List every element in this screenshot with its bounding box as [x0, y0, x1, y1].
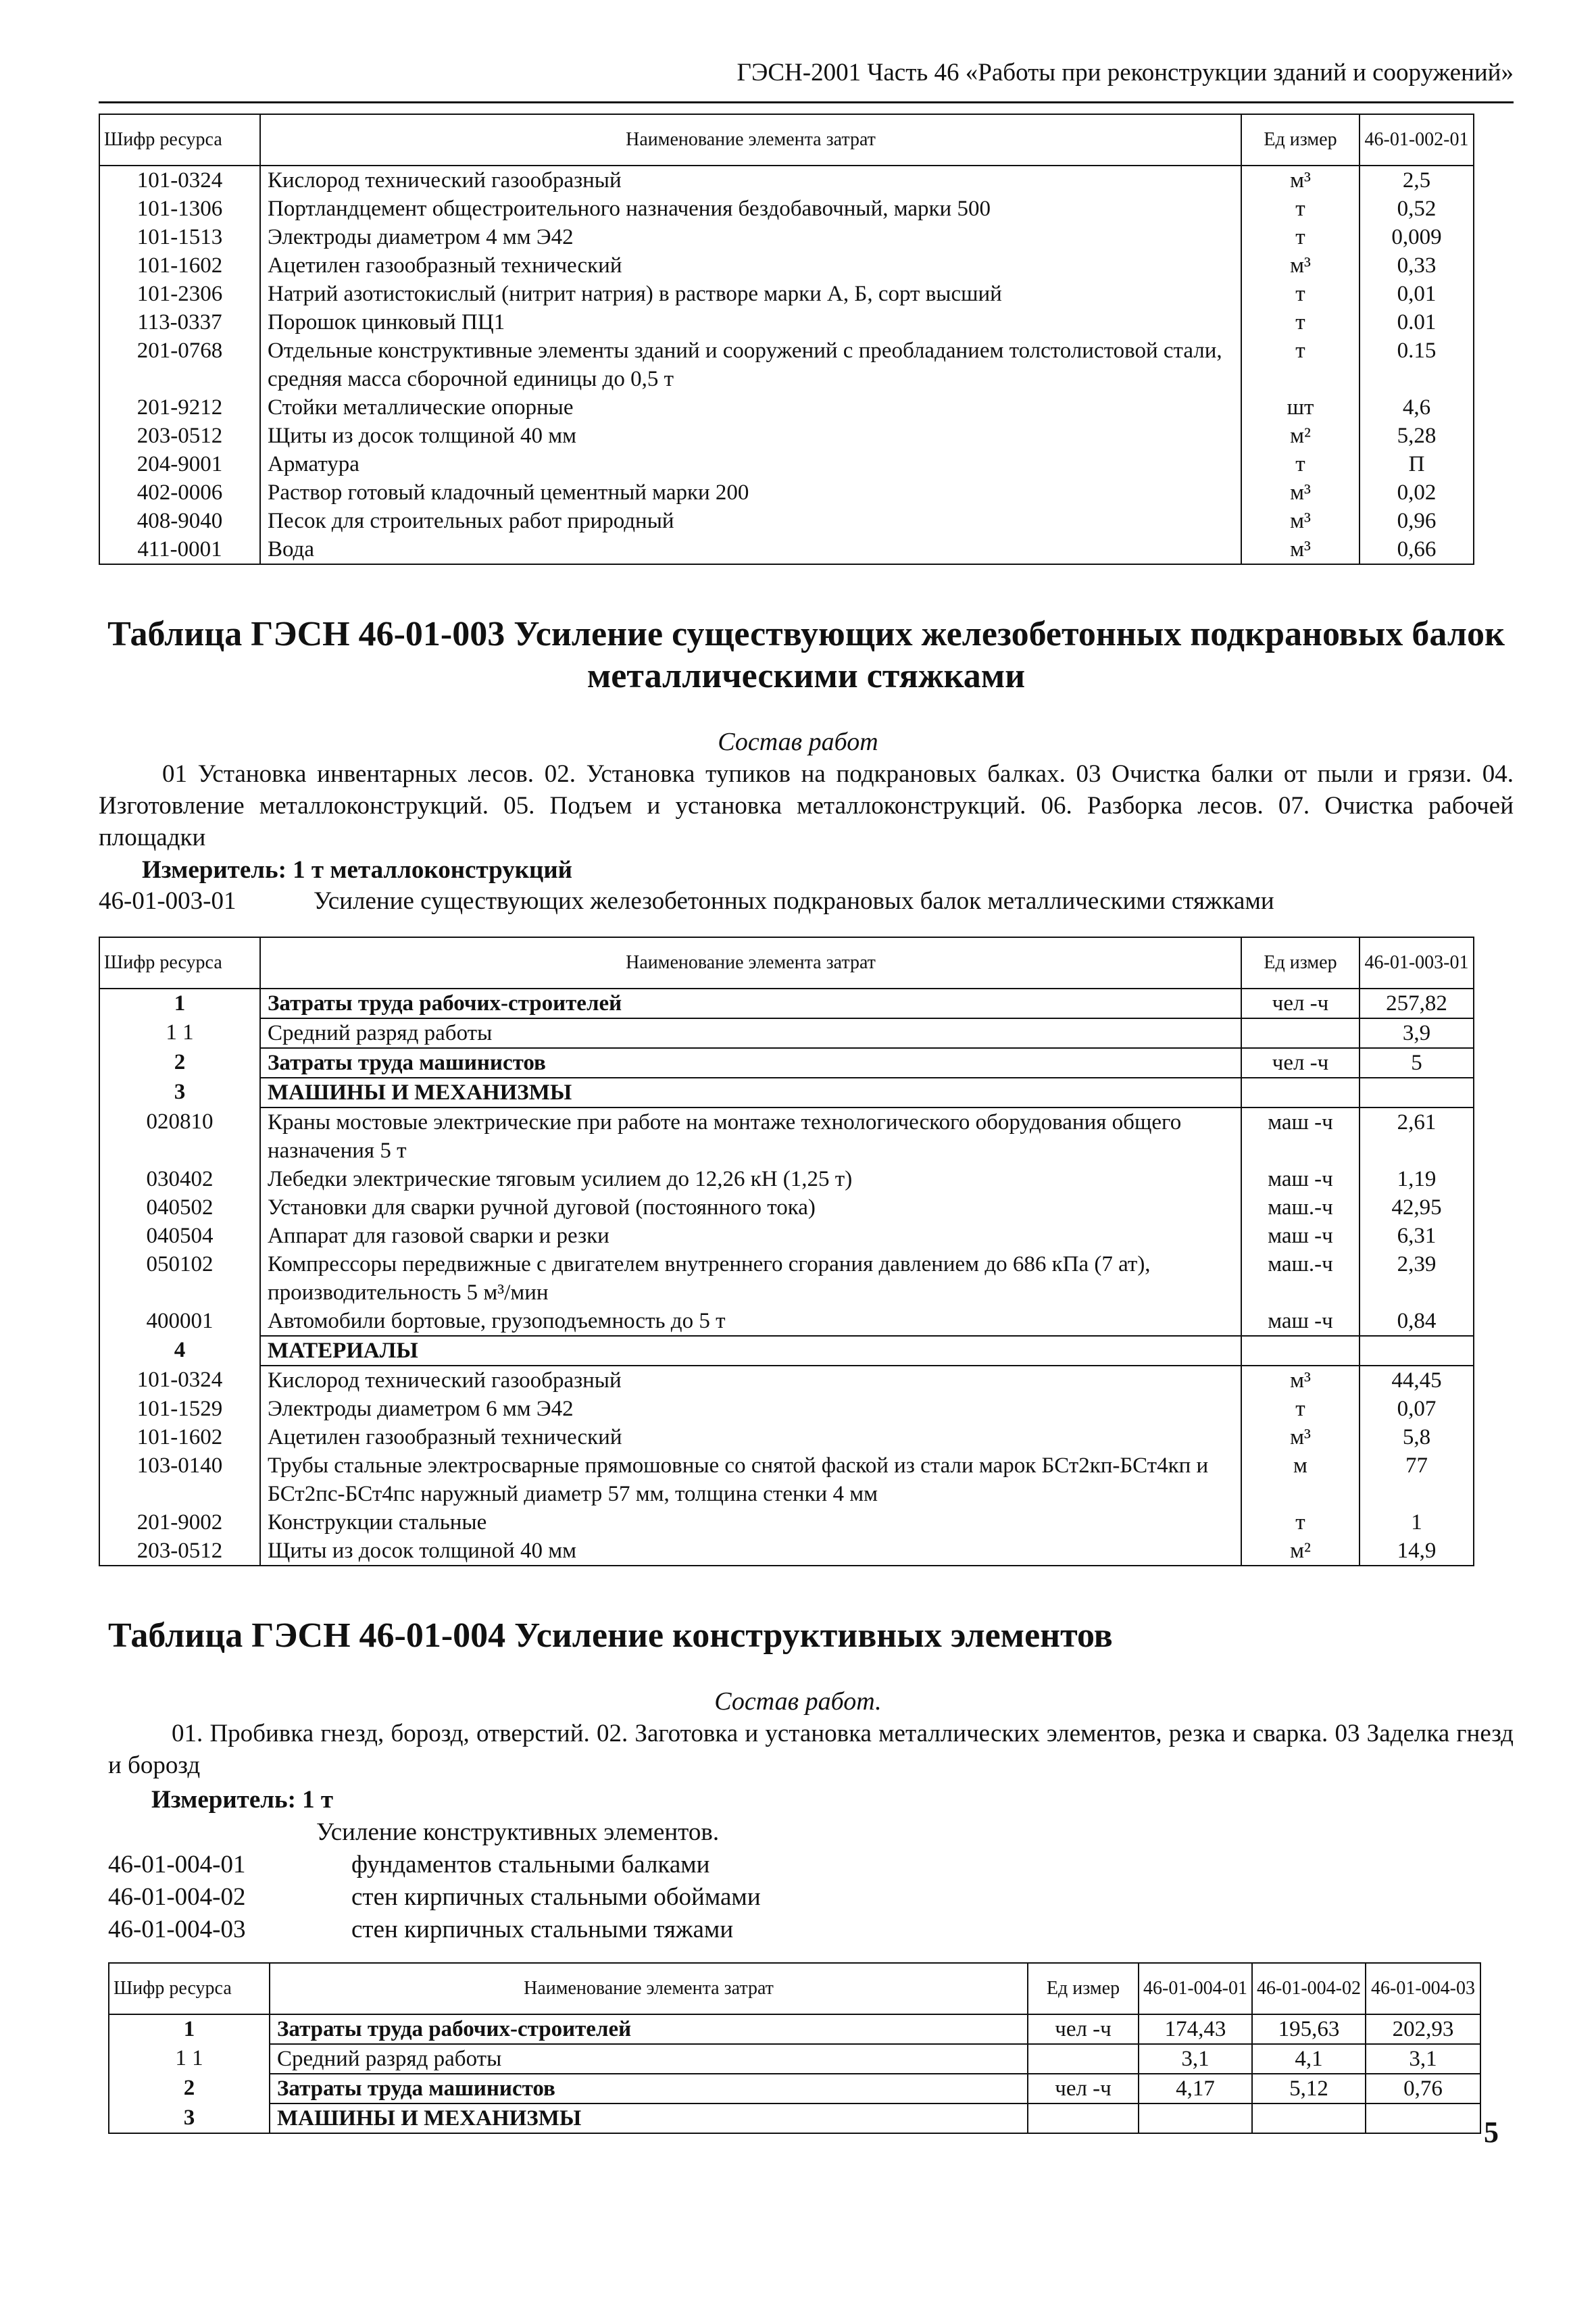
unit: чел -ч — [1241, 1048, 1360, 1078]
unit: маш -ч — [1241, 1307, 1360, 1336]
unit — [1028, 2044, 1139, 2074]
norm-value: 5,8 — [1360, 1423, 1474, 1451]
table-row — [99, 478, 1474, 507]
table-row — [99, 507, 1474, 535]
resource-name: Раствор готовый кладочный цементный марки 200 — [260, 478, 1241, 507]
table-row — [99, 1107, 1474, 1165]
resource-name: Автомобили бортовые, грузоподъемность до 5 т — [260, 1307, 1241, 1336]
norm-value: 2,5 — [1360, 166, 1474, 195]
resource-name: МАТЕРИАЛЫ — [260, 1336, 1241, 1366]
col-header-name: Наименование элемента затрат — [270, 1963, 1028, 2014]
resource-name: Кислород технический газообразный — [260, 166, 1241, 195]
resource-name: Затраты труда машинистов — [270, 2074, 1028, 2104]
resource-code: 201-9212 — [99, 393, 260, 422]
unit — [1241, 1336, 1360, 1366]
norm-value: 0,52 — [1360, 195, 1474, 223]
unit: м³ — [1241, 166, 1360, 195]
norm-value: 257,82 — [1360, 989, 1474, 1018]
unit: маш -ч — [1241, 1222, 1360, 1250]
table-title-line2: металлическими стяжками — [587, 657, 1026, 695]
resource-code: 2 — [99, 1048, 260, 1078]
resource-name: Краны мостовые электрические при работе на монтаже технологического оборудования общего назначения 5 т — [260, 1107, 1241, 1165]
norm-value: 5 — [1360, 1048, 1474, 1078]
resource-code: 3 — [109, 2104, 270, 2133]
table-row — [99, 450, 1474, 478]
norm-value: 0,33 — [1360, 251, 1474, 280]
resource-code: 204-9001 — [99, 450, 260, 478]
norm-value: 0,02 — [1360, 478, 1474, 507]
norm-value: 0,96 — [1360, 507, 1474, 535]
resource-code: 101-0324 — [99, 166, 260, 195]
resource-name: Портландцемент общестроительного назначения бездобавочный, марки 500 — [260, 195, 1241, 223]
unit: чел -ч — [1241, 989, 1360, 1018]
resource-name: Затраты труда рабочих-строителей — [260, 989, 1241, 1018]
resource-code: 040502 — [99, 1193, 260, 1222]
resource-code: 113-0337 — [99, 308, 260, 337]
resource-name: Трубы стальные электросварные прямошовные со снятой фаской из стали марок БСт2кп-БСт4кп и БСт2пс-БСт4пс наружный диаметр 57 мм, толщина стенки 4 мм — [260, 1451, 1241, 1508]
norm-code: 46-01-003-01 — [99, 887, 236, 915]
resource-name: Стойки металлические опорные — [260, 393, 1241, 422]
table-row — [99, 1508, 1474, 1537]
norm-value-3 — [1366, 2104, 1480, 2133]
izmeritel — [142, 854, 572, 886]
col-header-code: 46-01-002-01 — [1360, 114, 1474, 166]
running-header: ГЭСН-2001 Часть 46 «Работы при реконструкции зданий и сооружений» — [737, 59, 1514, 86]
norm-value: 14,9 — [1360, 1537, 1474, 1566]
table-title-line1: Таблица ГЭСН 46-01-003 Усиление существующих железобетонных подкрановых балок — [107, 615, 1505, 653]
resource-code: 408-9040 — [99, 507, 260, 535]
unit: чел -ч — [1028, 2014, 1139, 2044]
resource-name: Арматура — [260, 450, 1241, 478]
resource-code: 3 — [99, 1078, 260, 1107]
unit: м² — [1241, 422, 1360, 450]
col-header-code-1: 46-01-004-01 — [1139, 1963, 1252, 2014]
unit: т — [1241, 308, 1360, 337]
resource-name: Песок для строительных работ природный — [260, 507, 1241, 535]
resource-name: Затраты труда машинистов — [260, 1048, 1241, 1078]
unit: маш -ч — [1241, 1107, 1360, 1165]
resource-name: МАШИНЫ И МЕХАНИЗМЫ — [260, 1078, 1241, 1107]
resource-name: Отдельные конструктивные элементы зданий и сооружений с преобладанием толстолистовой стали, средняя масса сборочной единицы до 0,5 т — [260, 337, 1241, 393]
sostav-heading: Состав работ — [718, 728, 878, 756]
table-row — [99, 1336, 1474, 1366]
norm-value: 0,66 — [1360, 535, 1474, 564]
resource-name: Ацетилен газообразный технический — [260, 1423, 1241, 1451]
col-header-shifr: Шифр ресурса — [99, 937, 260, 989]
resource-name: Порошок цинковый ПЦ1 — [260, 308, 1241, 337]
resource-code: 2 — [109, 2074, 270, 2104]
table-row — [99, 535, 1474, 564]
resource-name: МАШИНЫ И МЕХАНИЗМЫ — [270, 2104, 1028, 2133]
norm-name: Усиление существующих железобетонных подкрановых балок металлическими стяжками — [314, 887, 1274, 915]
unit: шт — [1241, 393, 1360, 422]
resource-code: 1 — [99, 989, 260, 1018]
norm-value — [1360, 1336, 1474, 1366]
norm-value-1: 4,17 — [1139, 2074, 1252, 2104]
resource-table-46-01-003 — [99, 937, 1474, 1566]
norm-code-3: 46-01-004-03 — [108, 1916, 246, 1943]
unit: м³ — [1241, 478, 1360, 507]
unit: т — [1241, 337, 1360, 393]
col-header-name: Наименование элемента затрат — [260, 114, 1241, 166]
col-header-name: Наименование элемента затрат — [260, 937, 1241, 989]
izmeritel-label: Измеритель: — [142, 856, 286, 884]
norm-value: 0,84 — [1360, 1307, 1474, 1336]
resource-name: Вода — [260, 535, 1241, 564]
resource-name: Электроды диаметром 6 мм Э42 — [260, 1395, 1241, 1423]
resource-name: Затраты труда рабочих-строителей — [270, 2014, 1028, 2044]
resource-code: 1 1 — [109, 2044, 270, 2074]
table-row — [99, 1395, 1474, 1423]
resource-code: 402-0006 — [99, 478, 260, 507]
resource-code: 101-1306 — [99, 195, 260, 223]
unit: чел -ч — [1028, 2074, 1139, 2104]
resource-name: Электроды диаметром 4 мм Э42 — [260, 223, 1241, 251]
resource-code: 040504 — [99, 1222, 260, 1250]
header-rule — [99, 101, 1514, 103]
table-row — [99, 1451, 1474, 1508]
unit: т — [1241, 195, 1360, 223]
norm-value: 0,07 — [1360, 1395, 1474, 1423]
table-row — [99, 1537, 1474, 1566]
table-row — [99, 280, 1474, 308]
unit: м³ — [1241, 1366, 1360, 1395]
unit: м³ — [1241, 507, 1360, 535]
table-row — [99, 1307, 1474, 1336]
norm-value-3: 0,76 — [1366, 2074, 1480, 2104]
unit: т — [1241, 280, 1360, 308]
resource-name: Конструкции стальные — [260, 1508, 1241, 1537]
norm-name-3: стен кирпичных стальными тяжами — [351, 1916, 734, 1943]
resource-code: 101-1602 — [99, 251, 260, 280]
sostav-text: 01. Пробивка гнезд, борозд, отверстий. 02. Заготовка и установка металлических элементов, резка и сварка. 03 Заделка гнезд и борозд — [108, 1720, 1514, 1779]
norm-value: 0.01 — [1360, 308, 1474, 337]
unit — [1241, 1018, 1360, 1048]
norm-name-2: стен кирпичных стальными обоймами — [351, 1883, 761, 1911]
resource-name: Ацетилен газообразный технический — [260, 251, 1241, 280]
unit: маш.-ч — [1241, 1193, 1360, 1222]
resource-code: 101-1529 — [99, 1395, 260, 1423]
norm-value: 6,31 — [1360, 1222, 1474, 1250]
unit: т — [1241, 223, 1360, 251]
page-number: 5 — [1484, 2116, 1499, 2149]
resource-table-46-01-004 — [108, 1962, 1481, 2134]
norm-value: 1,19 — [1360, 1165, 1474, 1193]
table-row — [99, 1222, 1474, 1250]
table-row — [99, 1078, 1474, 1107]
resource-code: 101-0324 — [99, 1366, 260, 1395]
norm-value: 77 — [1360, 1451, 1474, 1508]
table-row — [109, 2044, 1480, 2074]
izmeritel-value: 1 т — [302, 1786, 334, 1814]
norm-value-2: 4,1 — [1252, 2044, 1366, 2074]
norm-name-1: фундаментов стальными балками — [351, 1851, 710, 1878]
norm-value: 44,45 — [1360, 1366, 1474, 1395]
resource-name: Установки для сварки ручной дуговой (постоянного тока) — [260, 1193, 1241, 1222]
unit: т — [1241, 1508, 1360, 1537]
table-row — [99, 1165, 1474, 1193]
resource-code: 020810 — [99, 1107, 260, 1165]
izmeritel-label: Измеритель: — [151, 1786, 296, 1814]
group-title: Усиление конструктивных элементов. — [316, 1818, 720, 1846]
table-row — [99, 308, 1474, 337]
norm-value: 5,28 — [1360, 422, 1474, 450]
norm-value-3: 3,1 — [1366, 2044, 1480, 2074]
table-row — [99, 989, 1474, 1018]
resource-name: Средний разряд работы — [260, 1018, 1241, 1048]
table-row — [109, 2104, 1480, 2133]
norm-value: 2,39 — [1360, 1250, 1474, 1307]
unit — [1241, 1078, 1360, 1107]
resource-code: 030402 — [99, 1165, 260, 1193]
resource-code: 103-0140 — [99, 1451, 260, 1508]
table-row — [99, 1250, 1474, 1307]
table-row — [99, 393, 1474, 422]
resource-code: 101-1602 — [99, 1423, 260, 1451]
table-row — [99, 337, 1474, 393]
norm-value: 4,6 — [1360, 393, 1474, 422]
norm-value: 1 — [1360, 1508, 1474, 1537]
resource-code: 203-0512 — [99, 422, 260, 450]
resource-table-46-01-002 — [99, 114, 1474, 565]
col-header-code: 46-01-003-01 — [1360, 937, 1474, 989]
norm-value: 3,9 — [1360, 1018, 1474, 1048]
table-row — [99, 1048, 1474, 1078]
resource-name: Лебедки электрические тяговым усилием до 12,26 кН (1,25 т) — [260, 1165, 1241, 1193]
resource-code: 201-9002 — [99, 1508, 260, 1537]
col-header-unit: Ед измер — [1241, 937, 1360, 989]
resource-code: 411-0001 — [99, 535, 260, 564]
resource-name: Щиты из досок толщиной 40 мм — [260, 1537, 1241, 1566]
norm-code-1: 46-01-004-01 — [108, 1851, 246, 1878]
col-header-unit: Ед измер — [1028, 1963, 1139, 2014]
resource-name: Средний разряд работы — [270, 2044, 1028, 2074]
resource-name: Компрессоры передвижные с двигателем внутреннего сгорания давлением до 686 кПа (7 ат), производительность 5 м³/мин — [260, 1250, 1241, 1307]
resource-code: 101-2306 — [99, 280, 260, 308]
unit: м² — [1241, 1537, 1360, 1566]
resource-name: Натрий азотистокислый (нитрит натрия) в растворе марки А, Б, сорт высший — [260, 280, 1241, 308]
norm-value: 0,01 — [1360, 280, 1474, 308]
norm-code-2: 46-01-004-02 — [108, 1883, 246, 1911]
unit: м — [1241, 1451, 1360, 1508]
table-row — [99, 1366, 1474, 1395]
col-header-unit: Ед измер — [1241, 114, 1360, 166]
col-header-shifr: Шифр ресурса — [99, 114, 260, 166]
norm-value-2 — [1252, 2104, 1366, 2133]
unit: маш.-ч — [1241, 1250, 1360, 1307]
norm-value-2: 195,63 — [1252, 2014, 1366, 2044]
table-row — [99, 1018, 1474, 1048]
table-row — [99, 223, 1474, 251]
table-row — [99, 422, 1474, 450]
norm-value-3: 202,93 — [1366, 2014, 1480, 2044]
resource-name: Кислород технический газообразный — [260, 1366, 1241, 1395]
norm-value-1: 174,43 — [1139, 2014, 1252, 2044]
resource-code: 203-0512 — [99, 1537, 260, 1566]
resource-code: 101-1513 — [99, 223, 260, 251]
unit: маш -ч — [1241, 1165, 1360, 1193]
unit: т — [1241, 450, 1360, 478]
norm-value: 0,009 — [1360, 223, 1474, 251]
table-row — [99, 166, 1474, 195]
resource-code: 1 — [109, 2014, 270, 2044]
norm-value: 2,61 — [1360, 1107, 1474, 1165]
table-row — [109, 2074, 1480, 2104]
norm-value: 0.15 — [1360, 337, 1474, 393]
norm-value — [1360, 1078, 1474, 1107]
unit: м³ — [1241, 1423, 1360, 1451]
sostav-text: 01 Установка инвентарных лесов. 02. Установка тупиков на подкрановых балках. 03 Очистка балки от пыли и грязи. 04. Изготовление металлоконструкций. 05. Подъем и установка металлоконструкций. 06. Разборка лесов. 07. Очистка рабочей площадки — [99, 760, 1514, 851]
norm-value-1: 3,1 — [1139, 2044, 1252, 2074]
norm-value: 42,95 — [1360, 1193, 1474, 1222]
norm-value-2: 5,12 — [1252, 2074, 1366, 2104]
table-row — [99, 195, 1474, 223]
unit: м³ — [1241, 251, 1360, 280]
resource-code: 400001 — [99, 1307, 260, 1336]
unit: т — [1241, 1395, 1360, 1423]
resource-code: 4 — [99, 1336, 260, 1366]
izmeritel — [151, 1784, 333, 1816]
col-header-shifr: Шифр ресурса — [109, 1963, 270, 2014]
table-row — [109, 2014, 1480, 2044]
col-header-code-2: 46-01-004-02 — [1252, 1963, 1366, 2014]
resource-code: 050102 — [99, 1250, 260, 1307]
table-row — [99, 1193, 1474, 1222]
izmeritel-value: 1 т металлоконструкций — [293, 856, 572, 884]
table-row — [99, 251, 1474, 280]
sostav-heading: Состав работ. — [714, 1687, 882, 1716]
norm-value-1 — [1139, 2104, 1252, 2133]
unit: м³ — [1241, 535, 1360, 564]
resource-name: Щиты из досок толщиной 40 мм — [260, 422, 1241, 450]
resource-code: 1 1 — [99, 1018, 260, 1048]
col-header-code-3: 46-01-004-03 — [1366, 1963, 1480, 2014]
table-title: Таблица ГЭСН 46-01-004 Усиление конструктивных элементов — [108, 1616, 1113, 1655]
table-row — [99, 1423, 1474, 1451]
resource-code: 201-0768 — [99, 337, 260, 393]
unit — [1028, 2104, 1139, 2133]
resource-name: Аппарат для газовой сварки и резки — [260, 1222, 1241, 1250]
norm-value: П — [1360, 450, 1474, 478]
